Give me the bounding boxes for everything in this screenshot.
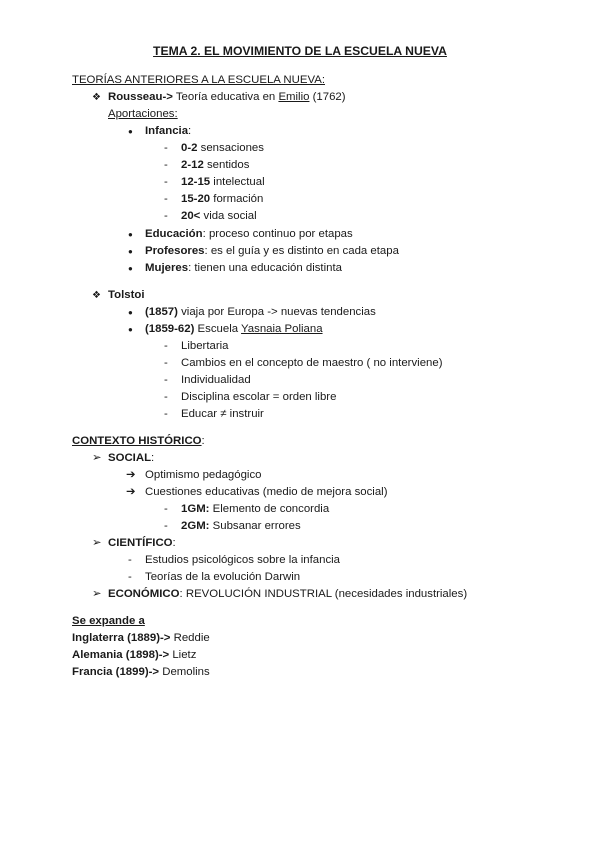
- dash-bullet-icon: -: [128, 571, 132, 583]
- expansion-heading-line: [72, 614, 145, 629]
- rousseau-line: [108, 90, 346, 105]
- stage-text: formación: [210, 193, 264, 205]
- economic-label: ECONÓMICO: [108, 588, 180, 600]
- contributions-label: Aportaciones:: [108, 108, 178, 120]
- point-text: : es el guía y es distinto en cada etapa: [204, 245, 399, 257]
- stage-age: 2-12: [181, 159, 204, 171]
- bullet-dot-icon: ●: [128, 325, 133, 334]
- arrowhead-bullet-icon: ➢: [92, 537, 102, 549]
- tolstoi-item: [145, 305, 376, 320]
- tolstoi-year: (1859-62): [145, 323, 195, 335]
- point-text: : proceso continuo por etapas: [202, 228, 353, 240]
- dash-bullet-icon: -: [164, 176, 168, 188]
- rousseau-work: Emilio: [278, 91, 310, 103]
- dash-bullet-icon: -: [164, 391, 168, 403]
- stage-text: sentidos: [203, 159, 250, 171]
- stage-item: [181, 158, 249, 173]
- social-line: [108, 451, 154, 466]
- stage-age: 15-20: [181, 193, 211, 205]
- tolstoi-school: Yasnaia Poliana: [241, 323, 323, 335]
- scientific-colon: :: [172, 537, 176, 549]
- stage-item: [181, 141, 264, 156]
- infancia-label: Infancia: [145, 125, 189, 137]
- expansion-heading: Se expande a: [72, 615, 145, 627]
- arrowhead-bullet-icon: ➢: [92, 452, 102, 464]
- stage-item: [181, 209, 257, 224]
- point-text: : tienen una educación distinta: [188, 262, 342, 274]
- dash-bullet-icon: -: [164, 193, 168, 205]
- diamond-bullet-icon: ❖: [92, 290, 101, 301]
- document-title: TEMA 2. EL MOVIMIENTO DE LA ESCUELA NUEVA: [153, 44, 447, 58]
- dash-bullet-icon: -: [128, 554, 132, 566]
- stage-item: [181, 175, 265, 190]
- bullet-dot-icon: ●: [128, 247, 133, 256]
- context-heading: CONTEXTO HISTÓRICO: [72, 435, 202, 447]
- dash-bullet-icon: -: [164, 374, 168, 386]
- war-item: [181, 502, 329, 517]
- expansion-item: [72, 665, 210, 680]
- tolstoi-feature: Disciplina escolar = orden libre: [181, 391, 337, 403]
- dash-bullet-icon: -: [164, 520, 168, 532]
- war-text: Subsanar errores: [209, 520, 301, 532]
- stage-text: sensaciones: [197, 142, 264, 154]
- tolstoi-feature: Individualidad: [181, 374, 251, 386]
- war-label: 1GM:: [181, 503, 210, 515]
- tolstoi-feature: Cambios en el concepto de maestro ( no interviene): [181, 357, 443, 369]
- social-item: Cuestiones educativas (medio de mejora social): [145, 486, 388, 498]
- expansion-item: [72, 648, 196, 663]
- arrow-bullet-icon: ➔: [126, 469, 136, 481]
- stage-age: 12-15: [181, 176, 211, 188]
- context-heading-line: [72, 434, 205, 449]
- tolstoi-item: [145, 322, 323, 337]
- dash-bullet-icon: -: [164, 340, 168, 352]
- stage-age: 20<: [181, 210, 201, 222]
- rousseau-year: (1762): [309, 91, 346, 103]
- point-item: [145, 244, 399, 259]
- dash-bullet-icon: -: [164, 210, 168, 222]
- infancia-colon: :: [188, 125, 192, 137]
- stage-text: vida social: [200, 210, 257, 222]
- dash-bullet-icon: -: [164, 159, 168, 171]
- war-item: [181, 519, 301, 534]
- arrow-bullet-icon: ➔: [126, 486, 136, 498]
- economic-line: [108, 587, 467, 602]
- tolstoi-text: viaja por Europa -> nuevas tendencias: [177, 306, 376, 318]
- stage-age: 0-2: [181, 142, 198, 154]
- bullet-dot-icon: ●: [128, 230, 133, 239]
- war-label: 2GM:: [181, 520, 210, 532]
- social-colon: :: [151, 452, 155, 464]
- tolstoi-feature: Educar ≠ instruir: [181, 408, 264, 420]
- point-label: Profesores: [145, 245, 205, 257]
- expansion-item: [72, 631, 210, 646]
- diamond-bullet-icon: ❖: [92, 92, 101, 103]
- theories-heading: TEORÍAS ANTERIORES A LA ESCUELA NUEVA:: [72, 74, 325, 86]
- tolstoi-name: Tolstoi: [108, 289, 145, 301]
- tolstoi-line: [108, 288, 145, 303]
- expansion-country: Alemania (1898)->: [72, 649, 170, 661]
- scientific-item: Estudios psicológicos sobre la infancia: [145, 554, 341, 566]
- point-item: [145, 261, 342, 276]
- social-label: SOCIAL: [108, 452, 152, 464]
- bullet-dot-icon: ●: [128, 308, 133, 317]
- scientific-item: Teorías de la evolución Darwin: [145, 571, 301, 583]
- tolstoi-year: (1857): [145, 306, 178, 318]
- point-item: [145, 227, 353, 242]
- tolstoi-text: Escuela: [194, 323, 242, 335]
- dash-bullet-icon: -: [164, 142, 168, 154]
- dash-bullet-icon: -: [164, 357, 168, 369]
- arrowhead-bullet-icon: ➢: [92, 588, 102, 600]
- expansion-person: Demolins: [159, 666, 210, 678]
- expansion-person: Reddie: [170, 632, 210, 644]
- point-label: Educación: [145, 228, 203, 240]
- scientific-label: CIENTÍFICO: [108, 537, 173, 549]
- rousseau-desc: Teoría educativa en: [172, 91, 279, 103]
- bullet-dot-icon: ●: [128, 264, 133, 273]
- social-item: Optimismo pedagógico: [145, 469, 262, 481]
- expansion-person: Lietz: [169, 649, 197, 661]
- scientific-line: [108, 536, 176, 551]
- expansion-country: Francia (1899)->: [72, 666, 160, 678]
- stage-item: [181, 192, 263, 207]
- stage-text: intelectual: [210, 176, 265, 188]
- point-label: Mujeres: [145, 262, 189, 274]
- infancia-line: [145, 124, 191, 139]
- rousseau-name: Rousseau->: [108, 91, 173, 103]
- expansion-country: Inglaterra (1889)->: [72, 632, 171, 644]
- war-text: Elemento de concordia: [209, 503, 330, 515]
- bullet-dot-icon: ●: [128, 127, 133, 136]
- economic-text: : REVOLUCIÓN INDUSTRIAL (necesidades industriales): [179, 588, 468, 600]
- context-colon: :: [201, 435, 205, 447]
- dash-bullet-icon: -: [164, 408, 168, 420]
- tolstoi-feature: Libertaria: [181, 340, 229, 352]
- dash-bullet-icon: -: [164, 503, 168, 515]
